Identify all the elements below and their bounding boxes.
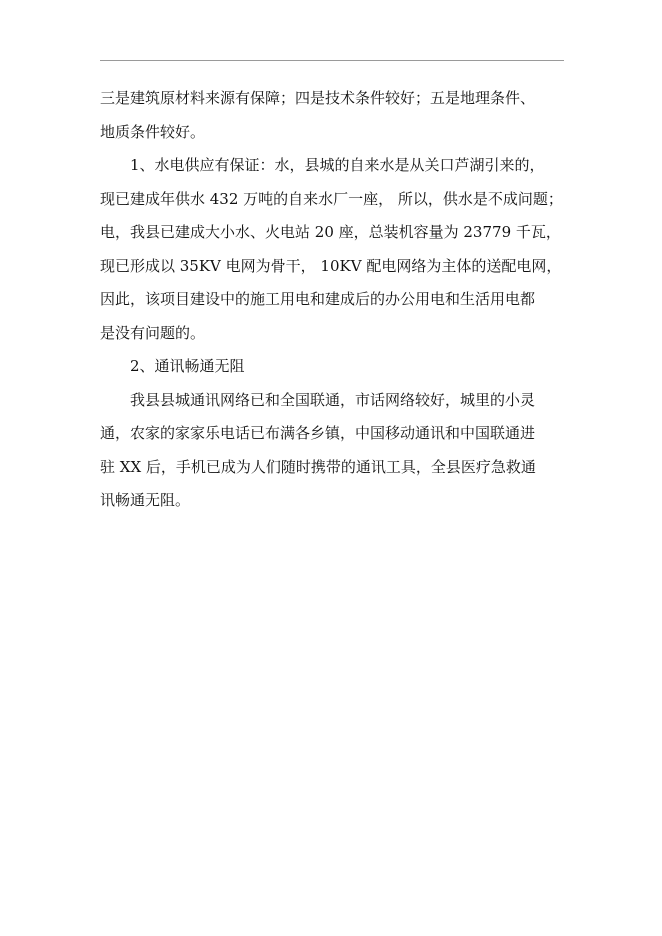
text-line: 是没有问题的。 (100, 323, 206, 342)
section-heading: 2、通讯畅通无阻 (130, 357, 245, 375)
text-line: 因此，该项目建设中的施工用电和建成后的办公用电和生活用电都 (100, 290, 536, 308)
text-line: 我县县城通讯网络已和全国联通，市话网络较好，城里的小灵 (130, 390, 536, 409)
text-line: 现已建成年供水 432 万吨的自来水厂一座， 所以，供水是不成问题； (100, 189, 563, 208)
text-line: 地质条件较好。 (100, 122, 206, 141)
text-line: 讯畅通无阻。 (100, 491, 191, 509)
text-line: 三是建筑原材料来源有保障；四是技术条件较好；五是地理条件、 (100, 89, 536, 107)
text-line: 通，农家的家家乐电话已布满各乡镇，中国移动通讯和中国联通进 (100, 424, 536, 442)
text-line: 1、水电供应有保证：水，县城的自来水是从关口芦湖引来的， (130, 156, 545, 174)
header-rule (100, 60, 564, 61)
text-line: 现已形成以 35KV 电网为骨干， 10KV 配电网络为主体的送配电网， (100, 256, 562, 275)
body-text (100, 82, 568, 518)
text-line: 电，我县已建成大小水、火电站 20 座，总装机容量为 23779 千瓦， (100, 223, 561, 241)
text-line: 驻 XX 后，手机已成为人们随时携带的通讯工具，全县医疗急救通 (100, 457, 536, 476)
